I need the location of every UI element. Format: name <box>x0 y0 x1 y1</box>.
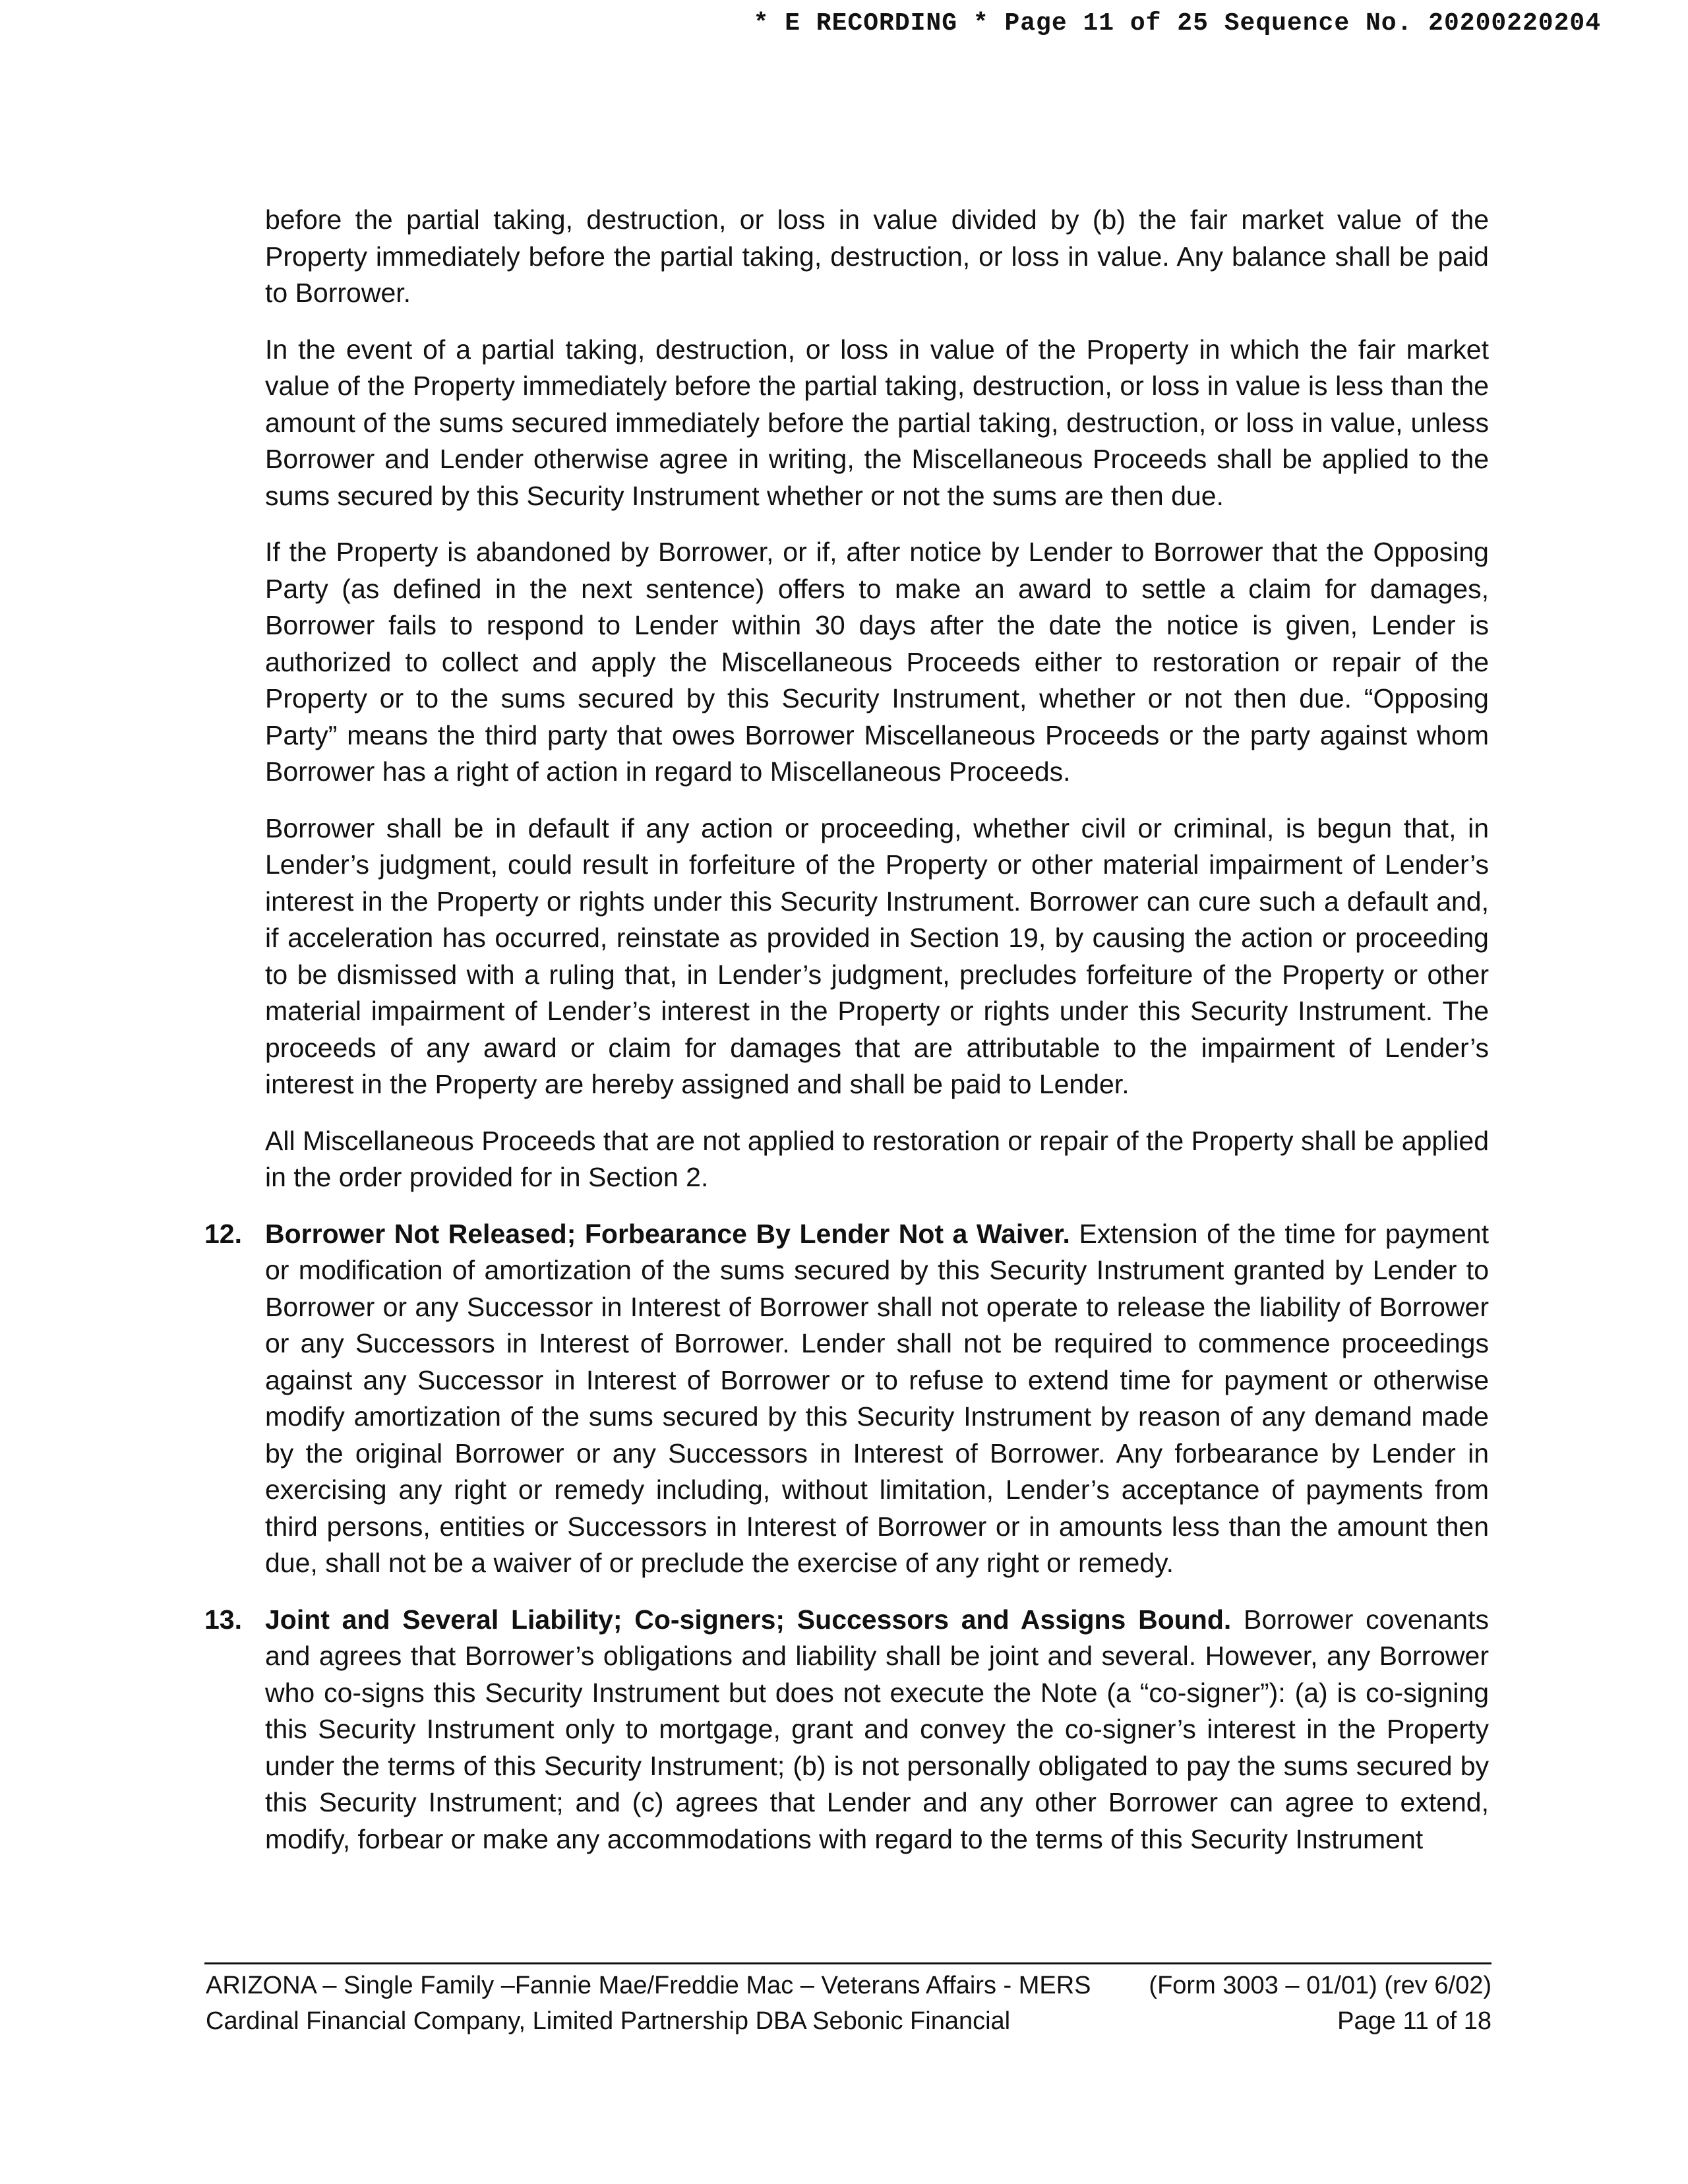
footer-form-number: (Form 3003 – 01/01) (rev 6/02) <box>1149 1972 1492 1999</box>
section-12 <box>204 1216 1489 1582</box>
paragraph-misc-proceeds-order: All Miscellaneous Proceeds that are not applied to restoration or repair of the Property shall be applied in the order provided for in Section 2. <box>265 1125 1489 1192</box>
section-12-text: Extension of the time for payment or modification of amortization of the sums secured by this Security Instrument granted by Lender to Borrower or any Successor in Interest of Borrower shall not operate to release the liability of Borrower or any Successors in Interest of Borrower. Lender shall not be required to commence proceedings against any Successor in Interest of Borrower or to refuse to extend time for payment or otherwise modify amortization of the sums secured by this Security Instrument by reason of any demand made by the original Borrower or any Successors in Interest of Borrower. Any forbearance by Lender in exercising any right or remedy including, without limitation, Lender’s acceptance of payments from third persons, entities or Successors in Interest of Borrower or in amounts less than the amount then due, shall not be a waiver of or preclude the exercise of any right or remedy. <box>265 1218 1489 1578</box>
paragraph-partial-taking-less: In the event of a partial taking, destruction, or loss in value of the Property in which the fair market value of the Property immediately before the partial taking, destruction, or loss in value is less than the amount of the sums secured immediately before the partial taking, destruction, or loss in value, unless Borrower and Lender otherwise agree in writing, the Miscellaneous Proceeds shall be applied to the sums secured by this Security Instrument whether or not the sums are then due. <box>265 334 1489 511</box>
section-13 <box>204 1602 1489 1858</box>
document-body <box>204 202 1489 1877</box>
footer-form-title: ARIZONA – Single Family –Fannie Mae/Freddie Mac – Veterans Affairs - MERS <box>206 1972 1091 1999</box>
section-13-heading: Joint and Several Liability; Co-signers; Successors and Assigns Bound. <box>265 1604 1232 1635</box>
recording-stamp: * E RECORDING * Page 11 of 25 Sequence No. 20200220204 <box>753 9 1601 38</box>
paragraph-abandoned-property: If the Property is abandoned by Borrower, or if, after notice by Lender to Borrower that the Opposing Party (as defined in the next sentence) offers to make an award to settle a claim for damages, Borrower fails to respond to Lender within 30 days after the date the notice is given, Lender is authorized to collect and apply the Miscellaneous Proceeds either to restoration or repair of the Property or to the sums secured by this Security Instrument, whether or not then due. “Opposing Party” means the third party that owes Borrower Miscellaneous Proceeds or the party against whom Borrower has a right of action in regard to Miscellaneous Proceeds. <box>265 537 1489 787</box>
section-12-heading: Borrower Not Released; Forbearance By Lender Not a Waiver. <box>265 1218 1070 1249</box>
section-13-text: Borrower covenants and agrees that Borrower’s obligations and liability shall be joint and several. However, any Borrower who co-signs this Security Instrument but does not execute the Note (a “co-signer”): (a) is co-signing this Security Instrument only to mortgage, grant and convey the co-signer’s interest in the Property under the terms of this Security Instrument; (b) is not personally obligated to pay the sums secured by this Security Instrument; and (c) agrees that Lender and any other Borrower can agree to extend, modify, forbear or make any accommodations with regard to the terms of this Security Instrument <box>265 1604 1489 1854</box>
footer-lender: Cardinal Financial Company, Limited Partnership DBA Sebonic Financial <box>206 2007 1011 2035</box>
paragraph-partial-taking-continued: before the partial taking, destruction, or loss in value divided by (b) the fair market value of the Property immediately before the partial taking, destruction, or loss in value. Any balance shall be paid to Borrower. <box>265 204 1489 308</box>
paragraph-default-forfeiture: Borrower shall be in default if any action or proceeding, whether civil or criminal, is begun that, in Lender’s judgment, could result in forfeiture of the Property or other material impairment of Lender’s interest in the Property or rights under this Security Instrument. Borrower can cure such a default and, if acceleration has occurred, reinstate as provided in Section 19, by causing the action or proceeding to be dismissed with a ruling that, in Lender’s judgment, precludes forfeiture of the Property or other material impairment of Lender’s interest in the Property or rights under this Security Instrument. The proceeds of any award or claim for damages that are attributable to the impairment of Lender’s interest in the Property are hereby assigned and shall be paid to Lender. <box>265 812 1489 1099</box>
footer-divider <box>204 1962 1492 1964</box>
footer-page-number: Page 11 of 18 <box>1337 2007 1492 2035</box>
section-13-number: 13. <box>204 1604 242 1635</box>
section-12-number: 12. <box>204 1218 242 1249</box>
